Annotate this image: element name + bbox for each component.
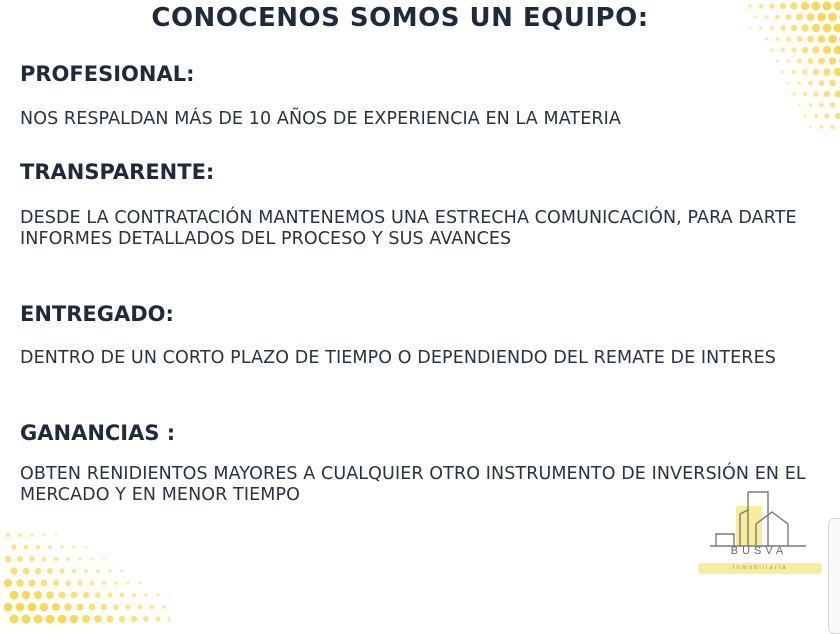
decorative-dot [103,558,106,561]
decorative-dot [34,591,42,599]
decorative-dot [22,591,31,600]
decorative-dot [818,58,825,65]
decorative-dot [4,603,13,612]
decorative-dot [53,580,59,586]
decorative-dot [58,615,67,624]
decorative-dot [813,91,818,96]
decorative-dot [759,26,763,30]
decorative-dot [55,534,58,537]
decorative-dot [35,568,41,574]
decorative-dot [812,24,820,32]
decorative-dot [787,81,790,84]
decorative-dots-top-right [740,0,840,140]
decorative-dot [791,47,796,52]
decorative-dot [41,580,48,587]
decorative-dot [10,591,19,600]
decorative-dot [77,580,82,585]
decorative-dot [89,604,96,611]
decorative-dot [770,48,774,52]
decorative-dot [156,593,160,597]
decorative-dot [96,569,100,573]
decorative-dot [797,81,801,85]
decorative-dot [65,580,71,586]
decorative-dot [59,568,64,573]
page-title: CONOCENOS SOMOS UN EQUIPO: [0,0,800,36]
decorative-dots-bottom-left [0,525,170,630]
decorative-dot [10,567,17,574]
decorative-dot [803,114,807,118]
decorative-dot [792,92,796,96]
decorative-dot [40,603,49,612]
decorative-dot [812,2,821,11]
decorative-dot [829,57,837,65]
decorative-dot [775,37,779,41]
decorative-dot [824,113,829,118]
decorative-dot [71,592,78,599]
logo-tagline-band [698,563,822,574]
decorative-dot [820,125,824,129]
logo-name: BUSVA [696,545,822,557]
decorative-dot [23,544,28,549]
decorative-dot [16,579,24,587]
decorative-dot [802,47,808,53]
decorative-dot [54,557,59,562]
decorative-dot [790,2,797,9]
decorative-dot [90,557,93,560]
decorative-dot [143,616,149,622]
decorative-dot [823,2,832,11]
decorative-dot [46,615,55,624]
decorative-dot [70,615,79,624]
decorative-dot [16,603,25,612]
decorative-dot [823,24,832,33]
side-panel-edge[interactable] [828,518,840,634]
decorative-dot [786,36,791,41]
decorative-dot [830,102,836,108]
decorative-dot [754,15,757,18]
decorative-dot [835,113,840,119]
logo-tagline: Inmobiliaria [698,563,822,574]
decorative-dot [797,59,802,64]
decorative-dot [34,615,43,624]
section-text-ganancias: OBTEN RENIDIENTOS MAYORES A CUALQUIER OTRO INSTRUMENTO DE INVERSIÓN EN EL MERCADO Y EN MENOR TIEMPO [20,464,810,506]
decorative-dot [828,35,837,44]
decorative-dot [18,533,22,537]
decorative-dot [90,581,95,586]
decorative-dot [119,616,126,623]
decorative-dot [52,603,60,611]
decorative-dot [108,569,112,573]
decorative-dot [107,592,112,597]
decorative-dot [823,68,830,75]
section-heading-entregado: ENTREGADO: [20,300,174,328]
decorative-dot [834,46,840,55]
decorative-dot [781,70,785,74]
decorative-dot [28,603,37,612]
decorative-dot [819,80,825,86]
decorative-dot [834,24,840,33]
section-heading-transparente: TRANSPARENTE: [20,158,214,186]
decorative-dot [48,545,52,549]
decorative-dot [803,92,807,96]
decorative-dot [809,103,813,107]
section-text-entregado: DENTRO DE UN CORTO PLAZO DE TIEMPO O DEPENDIENDO DEL REMATE DE INTERES [20,348,810,369]
decorative-dot [10,615,19,624]
decorative-dot [46,591,54,599]
decorative-dot [22,615,31,624]
section-heading-ganancias: GANANCIAS : [20,419,175,447]
decorative-dot [807,13,815,21]
decorative-dot [834,68,840,76]
decorative-dot [113,604,119,610]
decorative-dot [162,605,166,609]
decorative-dot [150,605,154,609]
decorative-dot [813,69,819,75]
decorative-dot [786,59,790,63]
decorative-dot [4,579,12,587]
decorative-dot [808,58,814,64]
decorative-dot [819,103,824,108]
decorative-dot [131,616,137,622]
decorative-dot [764,15,768,19]
decorative-dot [120,569,123,572]
decorative-dot [770,26,775,31]
decorative-dot [114,581,118,585]
section-text-profesional: NOS RESPALDAN MÁS DE 10 AÑOS DE EXPERIENCIA EN LA MATERIA [20,109,810,130]
decorative-dot [82,615,90,623]
decorative-dot [798,103,801,106]
decorative-dot [6,533,11,538]
decorative-dot [126,581,130,585]
decorative-dot [797,36,803,42]
decorative-dot [84,569,89,574]
decorative-dot [138,605,143,610]
decorative-dot [58,591,65,598]
decorative-dot [812,46,819,53]
decorative-dot [5,556,11,562]
decorative-dot [781,48,786,53]
decorative-dot [775,14,780,19]
decorative-dot [72,545,75,548]
decorative-dot [28,579,35,586]
decorative-dot [829,80,836,87]
decorative-dot [802,69,807,74]
decorative-dot [801,24,808,31]
decorative-dot [769,3,775,9]
decorative-dot [85,546,88,549]
decorative-dot [168,593,170,596]
building-logo-icon [696,488,822,548]
decorative-dot [17,556,23,562]
decorative-dot [823,46,831,54]
decorative-dot [23,568,30,575]
decorative-dot [64,603,72,611]
decorative-dot [42,533,45,536]
decorative-dot [792,70,796,74]
decorative-dot [72,569,77,574]
decorative-dot [780,3,786,9]
decorative-dot [144,593,148,597]
decorative-dot [76,603,83,610]
decorative-dot [807,36,814,43]
decorative-dot [47,568,53,574]
decorative-dot [168,617,170,622]
decorative-dot [66,557,70,561]
decorative-dot [120,593,125,598]
decorative-dot [78,557,82,561]
decorative-dot [41,556,46,561]
decorative-dot [765,37,768,40]
decorative-dot [60,545,64,549]
decorative-dot [834,90,840,97]
decorative-dot [834,2,840,11]
decorative-dot [808,81,813,86]
decorative-dot [11,544,17,550]
decorative-dot [817,13,826,22]
decorative-dot [138,581,141,584]
decorative-dot [801,2,809,10]
decorative-dot [102,581,107,586]
decorative-dot [125,604,130,609]
decorative-dot [818,35,826,43]
decorative-dot [830,125,835,130]
decorative-dot [776,59,779,62]
decorative-dot [748,4,752,8]
decorative-dot [791,25,797,31]
decorative-dot [796,14,803,21]
decorative-dot [155,616,160,621]
decorative-dot [828,13,837,22]
decorative-dot [101,604,107,610]
decorative-dot [95,592,101,598]
section-heading-profesional: PROFESIONAL: [20,60,195,88]
decorative-dot [749,27,752,30]
decorative-dot [809,125,812,128]
decorative-dot [814,114,818,118]
decorative-dot [94,615,102,623]
section-text-transparente: DESDE LA CONTRATACIÓN MANTENEMOS UNA ESTRECHA COMUNICACIÓN, PARA DARTE INFORMES DETALLADOS DEL PROCESO Y SUS AVANCES [20,208,810,250]
decorative-dot [29,556,34,561]
decorative-dot [132,593,136,597]
decorative-dot [106,615,113,622]
decorative-dot [36,545,41,550]
busva-logo [696,488,822,576]
decorative-dot [83,592,89,598]
decorative-dot [786,14,792,20]
decorative-dot [824,91,830,97]
decorative-dot [30,533,34,537]
decorative-dot [759,4,764,9]
decorative-dot [780,25,785,30]
